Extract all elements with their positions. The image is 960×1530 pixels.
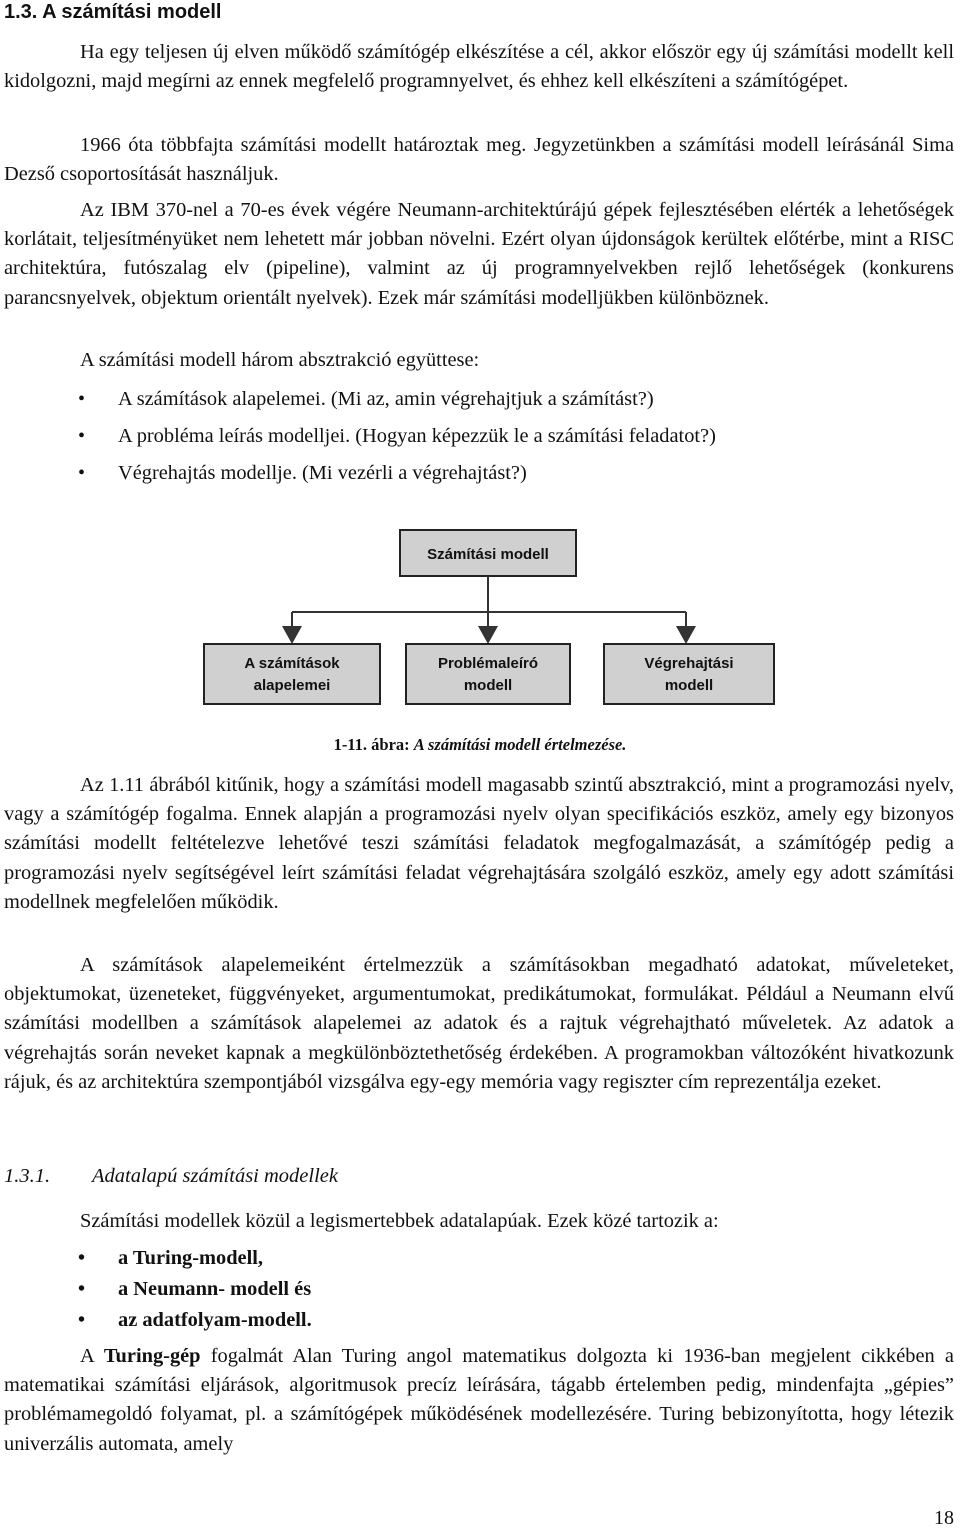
- diagram-child3-line1: Végrehajtási: [644, 655, 734, 672]
- diagram-root-label: Számítási modell: [427, 546, 549, 563]
- list-item: • a Neumann- modell és: [78, 1275, 312, 1304]
- subsection-title: Adatalapú számítási modellek: [92, 1165, 338, 1187]
- diagram-child2-line2: modell: [463, 677, 513, 694]
- computation-model-diagram: [200, 526, 784, 714]
- turing-term: Turing-gép: [103, 1345, 201, 1367]
- diagram-child1-line1: A számítások: [244, 655, 340, 672]
- list-item: • az adatfolyam-modell.: [78, 1306, 312, 1335]
- paragraph-ibm: Az IBM 370-nel a 70-es évek végére Neumann-architektúrájú gépek fejlesztésében elérték a lehetőségek korlátait, teljesítményüket nem lehetett már jobban növelni. Ezért olyan újdonságok kerültek előtérbe, mint a RISC architektúra, futószalag elv (pipeline), valmint az új programnyelvekben rejlő lehetőségek (konkurens parancsnyelvek, objektum orientált nyelvek). Ezek már számítási modelljükben különböznek.: [4, 199, 954, 309]
- data-models-list: [78, 1244, 312, 1335]
- list-item: • A probléma leírás modelljei. (Hogyan képezzük le a számítási feladatot?): [78, 422, 716, 451]
- section-heading: 1.3. A számítási modell: [4, 1, 222, 23]
- diagram-child3-line2: modell: [664, 677, 714, 694]
- subsection-number: 1.3.1.: [4, 1165, 51, 1187]
- diagram-child-box-execution: [604, 644, 774, 704]
- abstractions-list: [78, 385, 716, 488]
- diagram-child2-line1: Problémaleíró: [437, 655, 539, 672]
- paragraph-data-models-intro: Számítási modellek közül a legismertebbek adatalapúak. Ezek közé tartozik a:: [80, 1210, 719, 1232]
- paragraph-abstractions-intro: A számítási modell három absztrakció együttese:: [80, 349, 480, 371]
- paragraph-intro: Ha egy teljesen új elven működő számítógép elkészítése a cél, akkor először egy új számítási modellt kell kidolgozni, majd megírni az ennek megfelelő programnyelvet, és ehhez kell elkészíteni a számítógépet.: [4, 41, 954, 93]
- list-item: • a Turing-modell,: [78, 1244, 312, 1273]
- diagram-child-box-elements: [204, 644, 380, 704]
- diagram-child1-line2: alapelemei: [253, 677, 331, 694]
- turing-text-pre: A: [80, 1345, 104, 1367]
- subsection-heading: [4, 1165, 338, 1188]
- diagram-child-box-problem: [406, 644, 570, 704]
- turing-text-post: fogalmát Alan Turing angol matematikus dolgozta ki 1936-ban megjelent cikkében a matematikai számítási eljárások, algoritmusok precíz leírására, tágabb értelemben pedig, mindenfajta „gépies” problémamegoldó folyamat, pl. a számítógépek működésének modellezésére. Turing bebizonyította, hogy létezik univerzális automata, amely: [4, 1345, 954, 1455]
- paragraph-history: 1966 óta többfajta számítási modellt határoztak meg. Jegyzetünkben a számítási modell leírásánál Sima Dezső csoportosítását használjuk.: [4, 134, 954, 186]
- list-item: • Végrehajtás modellje. (Mi vezérli a végrehajtást?): [78, 459, 716, 488]
- paragraph-elements: A számítások alapelemeiként értelmezzük a számításokban megadható adatokat, műveleteket, objektumokat, üzeneteket, függvényeket, argumentumokat, predikátumokat, formulákat. Például a Neumann elvű számítási modellben a számítások alapelemei az adatok és a rajtuk végrehajtható műveletek. Az adatok a végrehajtás során neveket kapnak a megkülönböztethetőség érdekében. A programokban változóként hivatkozunk rájuk, és az architektúra szempontjából vizsgálva egy-egy memória vagy regiszter cím reprezentálja ezeket.: [4, 954, 954, 1093]
- paragraph-figure-discussion: Az 1.11 ábrából kitűnik, hogy a számítási modell magasabb szintű absztrakció, mint a programozási nyelv, vagy a számítógép fogalma. Ennek alapján a programozási nyelv olyan specifikációs eszköz, amely egy bizonyos számítási modellt feltételezve lehetővé teszi számítási feladatok megfogalmazását, a számítógép pedig a programozási nyelv segítségével leírt számítási feladat végrehajtására szolgáló eszköz, amely egy adott számítási modellnek megfelelően működik.: [4, 774, 954, 913]
- paragraph-turing: [4, 1342, 954, 1459]
- caption-text: A számítási modell értelmezése.: [413, 735, 627, 754]
- page-number: 18: [934, 1507, 954, 1529]
- figure-caption: [0, 735, 960, 755]
- caption-label: 1-11. ábra:: [333, 735, 414, 754]
- list-item: • A számítások alapelemei. (Mi az, amin végrehajtjuk a számítást?): [78, 385, 716, 414]
